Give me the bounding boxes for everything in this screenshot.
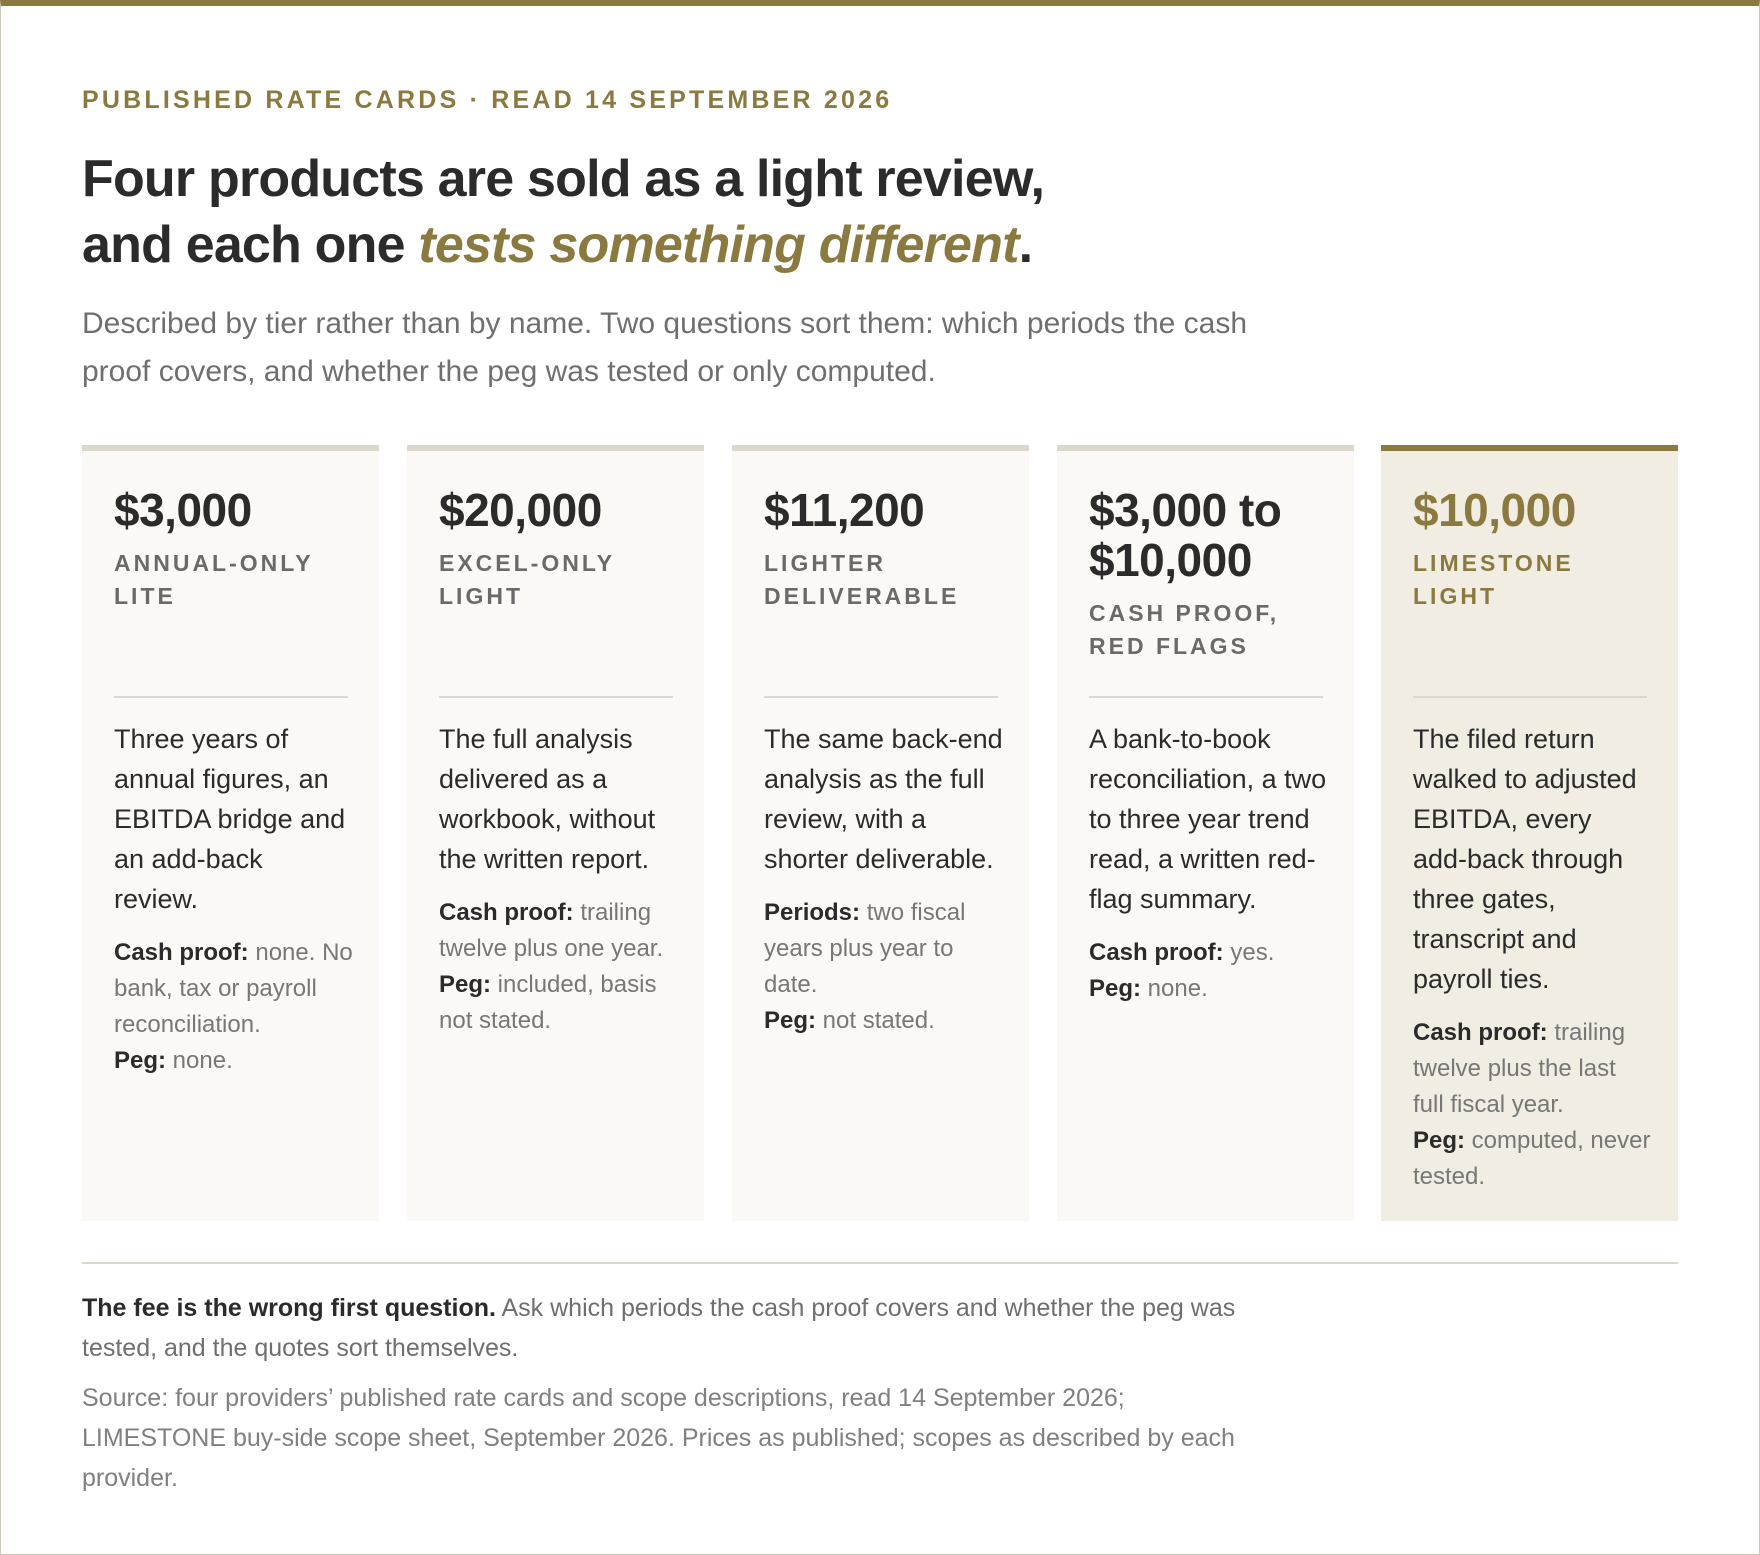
takeaway-lead: The fee is the wrong first question. [82, 1294, 496, 1322]
meta-label: Peg: [764, 1007, 817, 1034]
card-price: $3,000 to $10,000 [1089, 484, 1282, 586]
meta-value: none. No bank, tax or payroll reconciliation. [114, 939, 353, 1038]
headline-line-2-pre: and each one [82, 216, 419, 274]
card-meta [1089, 935, 1329, 1007]
card-price: $10,000 [1413, 484, 1576, 536]
meta-value: none. [1141, 975, 1208, 1002]
card-divider [439, 696, 673, 698]
meta-value: trailing twelve plus one year. [439, 899, 664, 962]
takeaway-body: Ask which periods the cash proof covers and whether the peg was tested, and the quotes sort themselves. [82, 1294, 1236, 1362]
card-description: The same back-end analysis as the full review, with a shorter deliverable. [764, 724, 1003, 874]
card-description: The full analysis delivered as a workbook, without the written report. [439, 724, 656, 874]
card-divider [764, 696, 998, 698]
card-tier: LIGHTER DELIVERABLE [764, 550, 960, 609]
meta-label: Cash proof: [1413, 1019, 1548, 1046]
card-tier: LIMESTONE LIGHT [1413, 550, 1574, 609]
takeaway [82, 1288, 1282, 1368]
subtitle: Described by tier rather than by name. Two questions sort them: which periods the cash proof covers, and whether the peg was tested or only computed. [82, 307, 1248, 388]
meta-value: not stated. [816, 1007, 935, 1034]
meta-label: Cash proof: [439, 899, 574, 926]
card-divider [1413, 696, 1647, 698]
meta-value: two fiscal years plus year to date. [764, 899, 966, 998]
rate-card [407, 445, 704, 1221]
meta-label: Peg: [1089, 975, 1142, 1002]
footer-divider [82, 1262, 1678, 1264]
rate-card-featured [1381, 445, 1678, 1221]
card-meta [1413, 1015, 1653, 1195]
card-description: The filed return walked to adjusted EBITDA, every add-back through three gates, transcript and payroll ties. [1413, 724, 1637, 994]
page-title [82, 146, 1044, 278]
card-meta [439, 895, 679, 1039]
meta-value: trailing twelve plus the last full fiscal year. [1413, 1019, 1626, 1118]
rate-card [732, 445, 1029, 1221]
card-description: A bank-to-book reconciliation, a two to three year trend read, a written red-flag summary. [1089, 724, 1327, 914]
card-price: $11,200 [764, 484, 925, 536]
eyebrow: PUBLISHED RATE CARDS · READ 14 SEPTEMBER 2026 [82, 86, 893, 114]
headline-line-1: Four products are sold as a light review, [82, 150, 1045, 208]
meta-label: Cash proof: [114, 939, 249, 966]
meta-value: yes. [1223, 939, 1275, 966]
source-note: Source: four providers’ published rate cards and scope descriptions, read 14 September 2026; LIMESTONE buy-side scope sheet, September 2026. Prices as published; scopes as described by each provider. [82, 1384, 1235, 1492]
headline-accent: tests something different [418, 216, 1019, 274]
card-tier: EXCEL-ONLY LIGHT [439, 550, 615, 609]
rate-card [82, 445, 379, 1221]
card-divider [1089, 696, 1323, 698]
card-price: $20,000 [439, 484, 602, 536]
meta-label: Cash proof: [1089, 939, 1224, 966]
meta-label: Periods: [764, 899, 861, 926]
card-divider [114, 696, 348, 698]
card-meta [114, 935, 354, 1079]
meta-value: included, basis not stated. [439, 971, 657, 1034]
meta-label: Peg: [1413, 1127, 1466, 1154]
card-meta [764, 895, 1004, 1039]
card-tier: CASH PROOF, RED FLAGS [1089, 600, 1280, 659]
meta-value: computed, never tested. [1413, 1127, 1651, 1190]
meta-value: none. [166, 1047, 233, 1074]
meta-label: Peg: [439, 971, 492, 998]
card-tier: ANNUAL-ONLY LITE [114, 550, 314, 609]
card-price: $3,000 [114, 484, 252, 536]
card-description: Three years of annual figures, an EBITDA bridge and an add-back review. [114, 724, 346, 914]
headline-line-2-post: . [1018, 216, 1033, 274]
card-row [82, 445, 1678, 1221]
rate-card [1057, 445, 1354, 1221]
meta-label: Peg: [114, 1047, 167, 1074]
